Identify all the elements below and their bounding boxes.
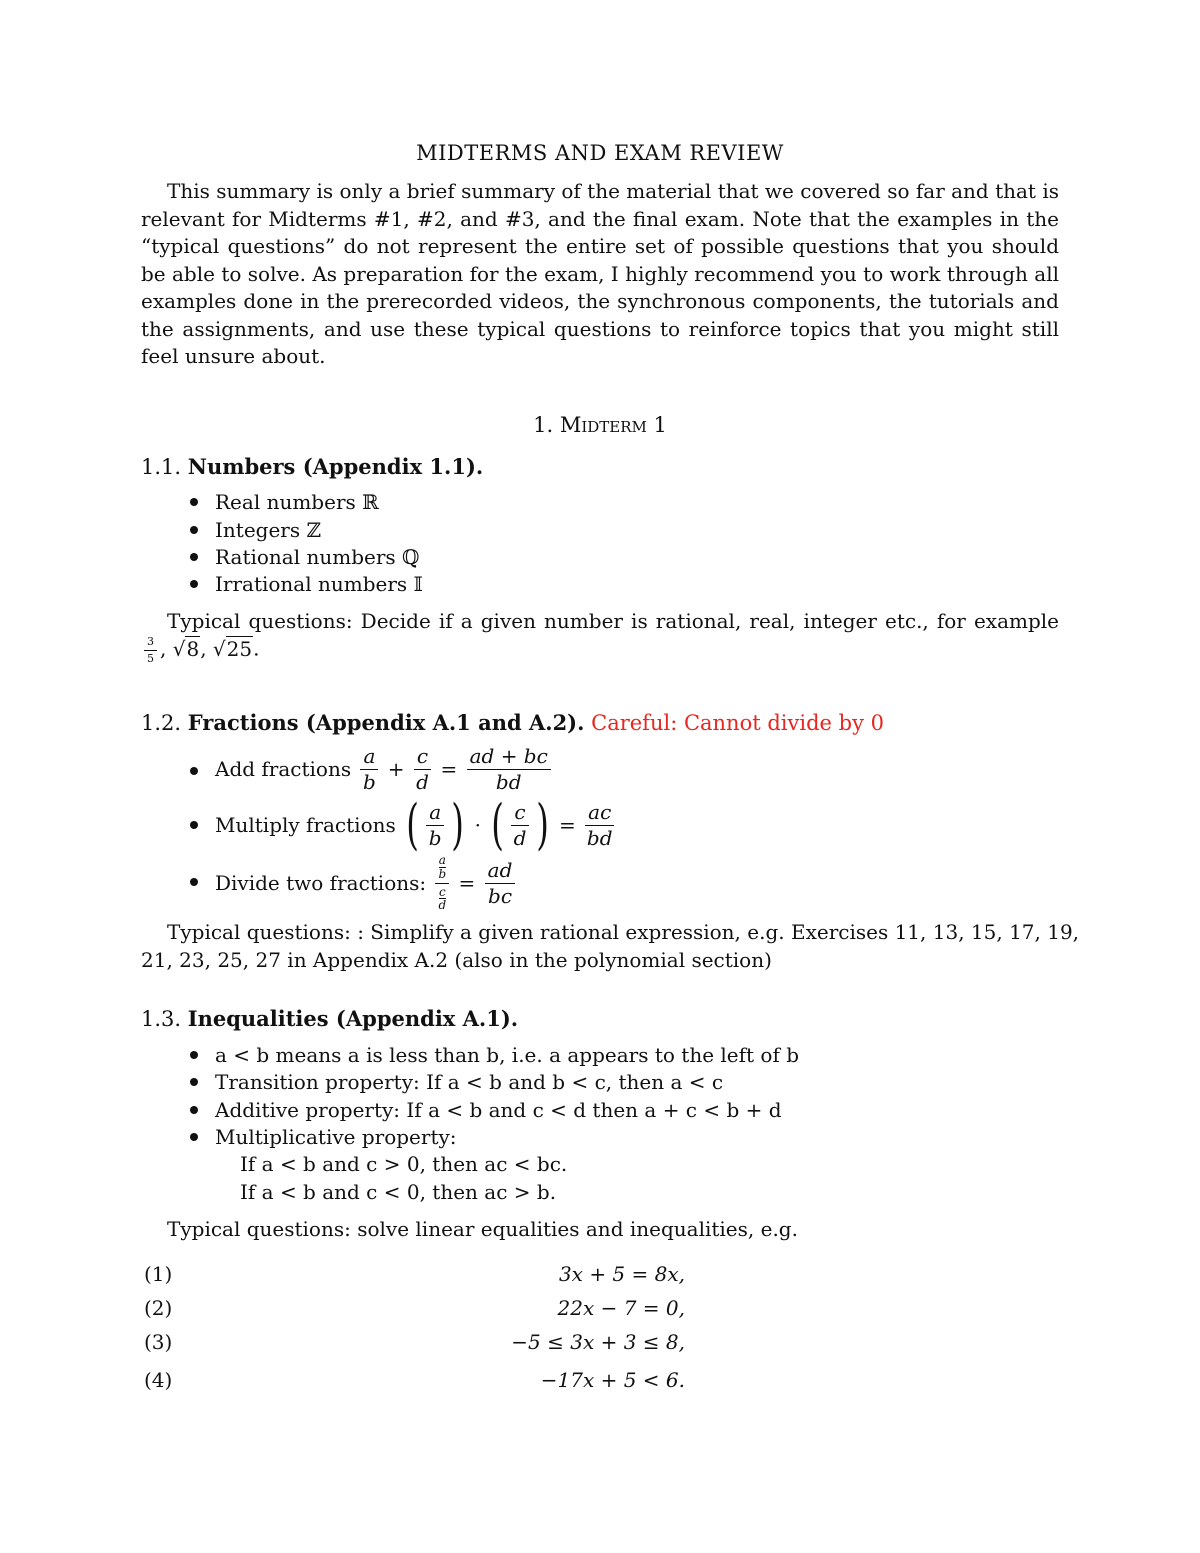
bullet-icon <box>190 553 198 561</box>
number-examples: $\frac{3}{5}$ , √8, √25. <box>141 636 259 664</box>
page-title: MIDTERMS AND EXAM REVIEW <box>416 141 784 165</box>
subsection-title: Inequalities (Appendix A.1). <box>187 1006 519 1031</box>
add-fractions-item: Add fractions $\frac{a}{b}$ + $\frac{c}{d}$ = $\frac{ad + bc}{bd}$ <box>215 745 554 793</box>
list-item: Rational numbers ℚ <box>215 545 420 569</box>
equation-number: (3) <box>144 1330 173 1354</box>
subsection-1-1-heading <box>141 456 483 478</box>
list-item: a < b means a is less than b, i.e. a appears to the left of b <box>215 1043 800 1067</box>
subsection-title: Fractions (Appendix A.1 and A.2). <box>187 710 585 735</box>
fraction-a-b: $\frac{a}{b}$ <box>360 746 378 793</box>
intro-paragraph <box>141 178 1059 371</box>
subsection-number: 1.3. <box>141 1007 182 1031</box>
bullet-icon <box>190 1078 198 1086</box>
fraction-sum: $\frac{ad + bc}{bd}$ <box>467 746 551 793</box>
equation-number: (4) <box>144 1368 173 1392</box>
bullet-icon <box>190 878 198 886</box>
bullet-icon <box>190 821 198 829</box>
list-item: Additive property: If a < b and c < d then a + c < b + d <box>215 1098 782 1122</box>
equation-number: (2) <box>144 1296 173 1320</box>
subsection-1-2-heading <box>141 712 884 734</box>
multiplicative-line-2: If a < b and c < 0, then ac > b. <box>240 1180 557 1204</box>
fraction-c-d: $\frac{c}{d}$ <box>414 746 431 793</box>
sqrt-example: √25 <box>212 636 253 661</box>
section-title: Midterm 1 <box>559 413 667 437</box>
add-label: Add fractions <box>215 757 352 781</box>
section-number: 1. <box>533 413 554 437</box>
bullet-icon <box>190 526 198 534</box>
fraction-example <box>144 636 157 664</box>
intro-text: This summary is only a brief summary of the material that we covered so far and that is relevant for Midterms #1, #2, and #3, and the final exam. Note that the examples in the “typical questions” do not represent the entire set of possible questions that you should be able to solve. As preparation for the exam, I highly recommend you to work through all examples done in the prerecorded videos, the synchronous components, the tutorials and the assignments, and use these typical questions to reinforce topics that you might still feel unsure about. <box>141 179 1059 368</box>
sqrt-example: √8 <box>172 636 200 661</box>
careful-note: Careful: Cannot divide by 0 <box>591 711 884 735</box>
equation: 3x + 5 = 8x, <box>558 1262 685 1286</box>
typical-questions-1-2-line1: Typical questions: : Simplify a given rational expression, e.g. Exercises 11, 13, 15, 17, 19, <box>167 920 1080 944</box>
list-item: Multiplicative property: <box>215 1125 457 1149</box>
subsection-1-3-heading <box>141 1008 518 1030</box>
bullet-icon <box>190 767 198 775</box>
subsection-title: Numbers (Appendix 1.1). <box>187 454 484 479</box>
divide-label: Divide two fractions: <box>215 871 427 895</box>
multiply-fractions-item: Multiply fractions ( $\frac{a}{b}$ ) · ( $\frac{c}{d}$ ) = $\frac{ac}{bd}$ <box>215 793 613 856</box>
subsection-number: 1.1. <box>141 455 182 479</box>
bullet-icon <box>190 580 198 588</box>
numerator: 3 <box>144 636 157 651</box>
equation: −5 ≤ 3x + 3 ≤ 8, <box>511 1330 685 1354</box>
list-item: Irrational numbers 𝕀 <box>215 572 423 596</box>
equation-number: (1) <box>144 1262 173 1286</box>
equation: −17x + 5 < 6. <box>540 1368 685 1392</box>
typical-questions-1-3: Typical questions: solve linear equalities and inequalities, e.g. <box>167 1217 798 1241</box>
typical-questions-1-1: Typical questions: Decide if a given number is rational, real, integer etc., for example <box>167 609 1059 633</box>
bullet-icon <box>190 1106 198 1114</box>
bullet-icon <box>190 1133 198 1141</box>
typical-questions-1-2-line2: 21, 23, 25, 27 in Appendix A.2 (also in the polynomial section) <box>141 948 772 972</box>
section-heading <box>0 415 1200 436</box>
bullet-icon <box>190 1051 198 1059</box>
bullet-icon <box>190 498 198 506</box>
list-item: Integers ℤ <box>215 518 322 542</box>
multiply-label: Multiply fractions <box>215 813 396 837</box>
list-item: Transition property: If a < b and b < c, then a < c <box>215 1070 724 1094</box>
subsection-number: 1.2. <box>141 711 182 735</box>
equation: 22x − 7 = 0, <box>557 1296 685 1320</box>
denominator: 5 <box>147 651 154 665</box>
divide-fractions-item: Divide two fractions: a b c d = $\frac{ad}{bc}$ <box>215 853 518 913</box>
multiplicative-line-1: If a < b and c > 0, then ac < bc. <box>240 1152 568 1176</box>
list-item: Real numbers ℝ <box>215 490 379 514</box>
